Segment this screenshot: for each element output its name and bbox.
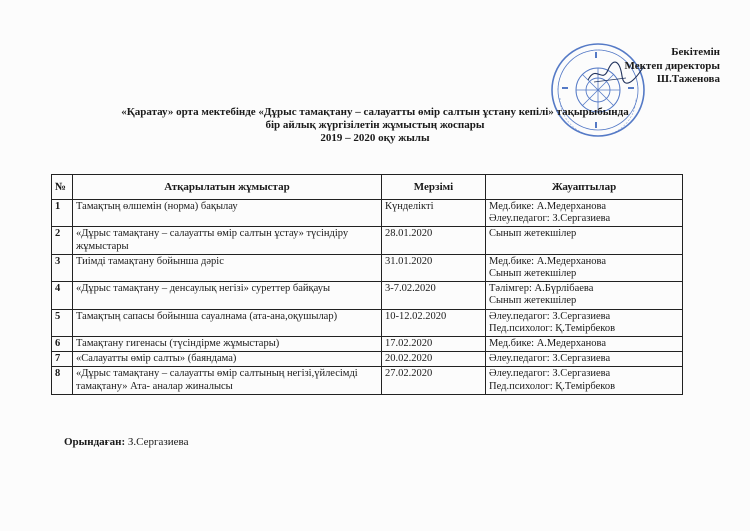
row-number: 7 <box>52 352 73 367</box>
approval-director-name: Ш.Таженова <box>656 73 720 85</box>
row-responsible <box>486 367 683 394</box>
approval-heading: Бекітемін <box>671 46 720 58</box>
row-work: «Дұрыс тамақтану – салауатты өмір салтын ұстау» түсіндіру жұмыстары <box>73 227 382 254</box>
row-term: 20.02.2020 <box>382 352 486 367</box>
approval-block <box>560 46 720 87</box>
performer-name: З.Сергазиева <box>127 436 189 448</box>
row-term: 17.02.2020 <box>382 337 486 352</box>
document-title <box>60 106 690 145</box>
row-responsible <box>486 282 683 309</box>
responsible-person: Мед.бике: А.Медерханова <box>489 338 606 350</box>
row-work: Тамақтың өлшемін (норма) бақылау <box>73 200 382 227</box>
row-term: Күнделікті <box>382 200 486 227</box>
table-header-row <box>52 175 683 200</box>
responsible-person: Мед.бике: А.Медерханова <box>489 255 606 267</box>
row-work: Тамақтану гигенасы (түсіндірме жұмыстары) <box>73 337 382 352</box>
table-row <box>52 337 683 352</box>
responsible-person: Пед.психолог: Қ.Темірбеков <box>489 322 616 334</box>
table-row <box>52 227 683 254</box>
responsible-person: Әлеу.педагог: З.Сергазиева <box>489 368 611 380</box>
approval-position: Мектеп директоры <box>624 59 720 72</box>
table-row <box>52 309 683 336</box>
responsible-person: Пед.психолог: Қ.Темірбеков <box>489 380 616 392</box>
row-responsible <box>486 352 683 367</box>
table-row <box>52 254 683 281</box>
header-responsible: Жауаптылар <box>486 175 683 200</box>
row-responsible <box>486 254 683 281</box>
row-number: 1 <box>52 200 73 227</box>
row-number: 2 <box>52 227 73 254</box>
responsible-person: Әлеу.педагог: З.Сергазиева <box>489 213 611 225</box>
row-responsible <box>486 227 683 254</box>
row-work: Тамақтың сапасы бойынша сауалнама (ата-ана,оқушылар) <box>73 309 382 336</box>
responsible-person: Әлеу.педагог: З.Сергазиева <box>489 310 611 322</box>
title-line-2: бір айлық жүргізілетін жұмыстың жоспары <box>265 119 485 131</box>
row-responsible <box>486 309 683 336</box>
row-number: 5 <box>52 309 73 336</box>
row-number: 4 <box>52 282 73 309</box>
row-work: «Салауатты өмір салты» (баяндама) <box>73 352 382 367</box>
header-term: Мерзімі <box>382 175 486 200</box>
row-number: 8 <box>52 367 73 394</box>
header-number: № <box>52 175 73 200</box>
responsible-person: Сынып жетекшілер <box>489 268 577 280</box>
row-work: Тиімді тамақтану бойынша дәріс <box>73 254 382 281</box>
responsible-person: Сынып жетекшілер <box>489 228 577 240</box>
row-term: 3-7.02.2020 <box>382 282 486 309</box>
performer-line <box>64 436 188 448</box>
row-responsible <box>486 337 683 352</box>
row-term: 28.01.2020 <box>382 227 486 254</box>
row-responsible <box>486 200 683 227</box>
table-row <box>52 200 683 227</box>
row-term: 10-12.02.2020 <box>382 309 486 336</box>
row-term: 27.02.2020 <box>382 367 486 394</box>
responsible-person: Әлеу.педагог: З.Сергазиева <box>489 353 611 365</box>
row-number: 3 <box>52 254 73 281</box>
performer-label: Орындаған: <box>64 436 126 448</box>
table-row <box>52 282 683 309</box>
row-term: 31.01.2020 <box>382 254 486 281</box>
header-work: Атқарылатын жұмыстар <box>73 175 382 200</box>
responsible-person: Тәлімгер: А.Бүрлібаева <box>489 283 594 295</box>
row-work: «Дұрыс тамақтану – денсаулық негізі» суреттер байқауы <box>73 282 382 309</box>
table-row <box>52 367 683 394</box>
work-plan-table <box>51 174 683 395</box>
title-line-1: «Қаратау» орта мектебінде «Дұрыс тамақтану – салауатты өмір салтын ұстану кепілі» тақырыбында <box>121 106 629 118</box>
responsible-person: Сынып жетекшілер <box>489 295 577 307</box>
row-work: «Дұрыс тамақтану – салауатты өмір салтының негізі,үйлесімді тамақтану» Ата- аналар жиналысы <box>73 367 382 394</box>
responsible-person: Мед.бике: А.Медерханова <box>489 201 606 212</box>
table-row <box>52 352 683 367</box>
row-number: 6 <box>52 337 73 352</box>
title-line-3: 2019 – 2020 оқу жылы <box>320 132 430 144</box>
